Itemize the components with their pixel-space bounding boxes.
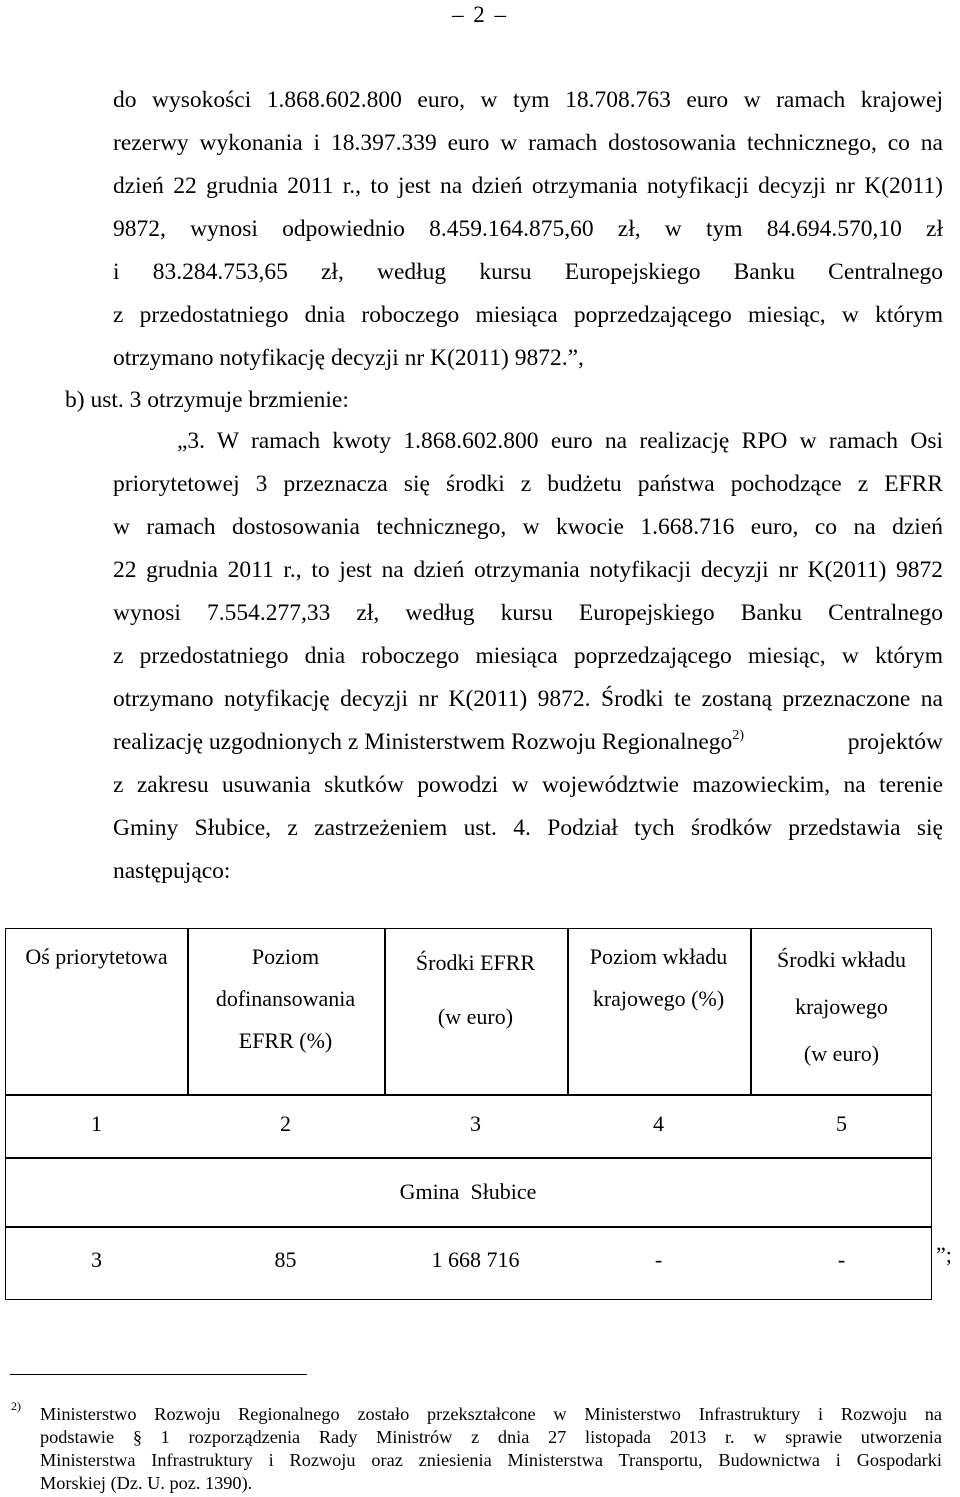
- column-number: 1: [91, 1111, 102, 1136]
- footnote-rule: [10, 1374, 307, 1375]
- para2-line-7: otrzymano notyfikację decyzji nr K(2011) 9872. Środki te zostaną przeznaczone na: [113, 686, 943, 712]
- column-number: 2: [280, 1111, 291, 1136]
- column-number: 5: [836, 1111, 847, 1136]
- table-cell: 3: [91, 1247, 102, 1272]
- para2-line-3: w ramach dostosowania technicznego, w kwocie 1.668.716 euro, co na dzień: [113, 514, 943, 540]
- para2-line-2: priorytetowej 3 przeznacza się środki z budżetu państwa pochodzące z EFRR: [113, 471, 943, 497]
- table-divider: [6, 1226, 931, 1228]
- para1-line-4: 9872, wynosi odpowiednio 8.459.164.875,60 zł, w tym 84.694.570,10 zł: [113, 216, 943, 242]
- para1-line-6: z przedostatniego dnia roboczego miesiąca poprzedzającego miesiąc, w którym: [113, 302, 943, 328]
- column-number: 3: [470, 1111, 481, 1136]
- header-srodki-wkladu: Środki wkładu krajowego (w euro): [777, 947, 906, 1066]
- header-os-priorytetowa: Oś priorytetowa: [25, 944, 168, 969]
- group-label: Gmina Słubice: [399, 1179, 537, 1204]
- header-poziom-wkladu: Poziom wkładu krajowego (%): [589, 944, 728, 1011]
- table-cell: -: [654, 1247, 663, 1272]
- column-number: 4: [653, 1111, 664, 1136]
- para2-line-8: [113, 729, 943, 756]
- quote-close: ”;: [936, 1242, 952, 1267]
- para2-line-6: z przedostatniego dnia roboczego miesiąca poprzedzającego miesiąc, w którym: [113, 643, 943, 669]
- table-cell: 1 668 716: [431, 1247, 520, 1272]
- page-number: – 2 –: [452, 2, 508, 27]
- table-cell: -: [837, 1247, 846, 1272]
- footnote-mark: 2): [11, 1399, 21, 1413]
- para1-line-2: rezerwy wykonania i 18.397.339 euro w ramach dostosowania technicznego, co na: [113, 130, 943, 156]
- para2-line-5: wynosi 7.554.277,33 zł, według kursu Europejskiego Banku Centralnego: [113, 600, 943, 626]
- footnote-line-2: podstawie § 1 rozporządzenia Rady Ministrów z dnia 27 listopada 2013 r. w sprawie utworzenia: [40, 1427, 942, 1447]
- footnote-ref: 2): [732, 728, 744, 743]
- para1-line-7: otrzymano notyfikację decyzji nr K(2011) 9872.”,: [113, 345, 584, 371]
- para2-line-10: Gminy Słubice, z zastrzeżeniem ust. 4. Podział tych środków przedstawia się: [113, 815, 943, 841]
- para1-line-1: do wysokości 1.868.602.800 euro, w tym 18.708.763 euro w ramach krajowej: [113, 87, 943, 113]
- footnote-line-3: Ministerstwa Infrastruktury i Rozwoju oraz zniesienia Ministerstwa Transportu, Budownictwa i Gospodarki: [40, 1450, 942, 1470]
- footnote-line-1: Ministerstwo Rozwoju Regionalnego zostało przekształcone w Ministerstwo Infrastruktury i Rozwoju na: [40, 1404, 942, 1424]
- para2-line-1: „3. W ramach kwoty 1.868.602.800 euro na realizację RPO w ramach Osi: [177, 428, 943, 454]
- header-poziom-dofinansowania: Poziom dofinansowania EFRR (%): [215, 944, 356, 1053]
- para1-line-3: dzień 22 grudnia 2011 r., to jest na dzień otrzymania notyfikacji decyzji nr K(2011): [113, 173, 943, 199]
- allocation-table: [5, 928, 932, 1300]
- para2-line-8-end: projektów: [847, 729, 943, 755]
- item-b-heading: b) ust. 3 otrzymuje brzmienie:: [65, 387, 349, 413]
- para2-line-8-text: realizację uzgodnionych z Ministerstwem Rozwoju Regionalnego$^{2)}$: [113, 728, 744, 755]
- header-srodki-efrr: Środki EFRR (w euro): [415, 950, 536, 1029]
- table-divider: [6, 1157, 931, 1159]
- para2-line-11: następująco:: [113, 858, 231, 884]
- para1-line-5: i 83.284.753,65 zł, według kursu Europejskiego Banku Centralnego: [113, 259, 943, 285]
- para2-line-4: 22 grudnia 2011 r., to jest na dzień otrzymania notyfikacji decyzji nr K(2011) 9872: [113, 557, 943, 583]
- para2-line-9: z zakresu usuwania skutków powodzi w województwie mazowieckim, na terenie: [113, 772, 943, 798]
- footnote-line-4: Morskiej (Dz. U. poz. 1390).: [40, 1473, 253, 1493]
- table-divider: [6, 1094, 931, 1096]
- table-cell: 85: [274, 1247, 297, 1272]
